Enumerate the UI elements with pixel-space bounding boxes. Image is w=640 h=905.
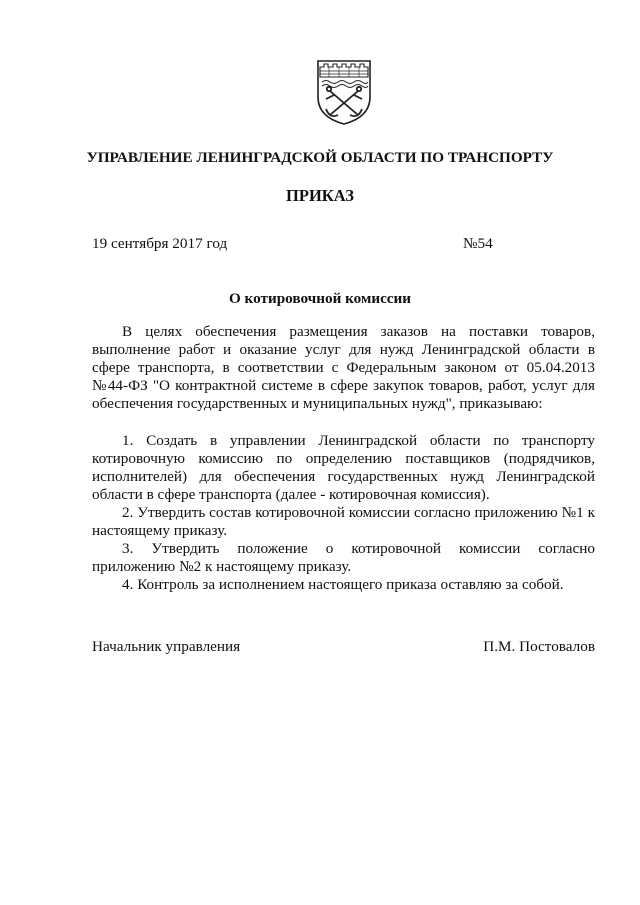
order-point-3: 3. Утвердить положение о котировочной комиссии согласно приложению №2 к настоящему приказу.	[92, 540, 595, 575]
signatory-name: П.М. Постовалов	[483, 638, 595, 655]
signatory-position: Начальник управления	[92, 638, 241, 655]
order-point-2: 2. Утвердить состав котировочной комиссии согласно приложению №1 к настоящему приказу.	[92, 504, 595, 539]
document-type-heading: ПРИКАЗ	[286, 186, 354, 205]
coat-of-arms-icon	[314, 57, 374, 127]
order-points	[92, 432, 595, 594]
order-point-4: 4. Контроль за исполнением настоящего приказа оставляю за собой.	[122, 576, 564, 593]
document-number: №54	[463, 235, 493, 252]
preamble-paragraph: В целях обеспечения размещения заказов на поставки товаров, выполнение работ и оказание услуг для нужд Ленинградской области в сфере транспорта, в соответствии с Федеральным законом от 05.04.2013 №44-ФЗ "О контрактной системе в сфере закупок товаров, работ, услуг для обеспечения государственных и муниципальных нужд", приказываю:	[92, 323, 595, 412]
document-date: 19 сентября 2017 год	[92, 235, 228, 252]
organization-title: УПРАВЛЕНИЕ ЛЕНИНГРАДСКОЙ ОБЛАСТИ ПО ТРАНСПОРТУ	[86, 149, 554, 166]
order-point-1: 1. Создать в управлении Ленинградской области по транспорту котировочную комиссию по определению поставщиков (подрядчиков, исполнителей) для обеспечения государственных нужд Ленинградской области в сфере транспорта (далее - котировочная комиссия).	[92, 432, 595, 503]
document-subject: О котировочной комиссии	[228, 290, 412, 307]
preamble-block	[92, 323, 595, 413]
